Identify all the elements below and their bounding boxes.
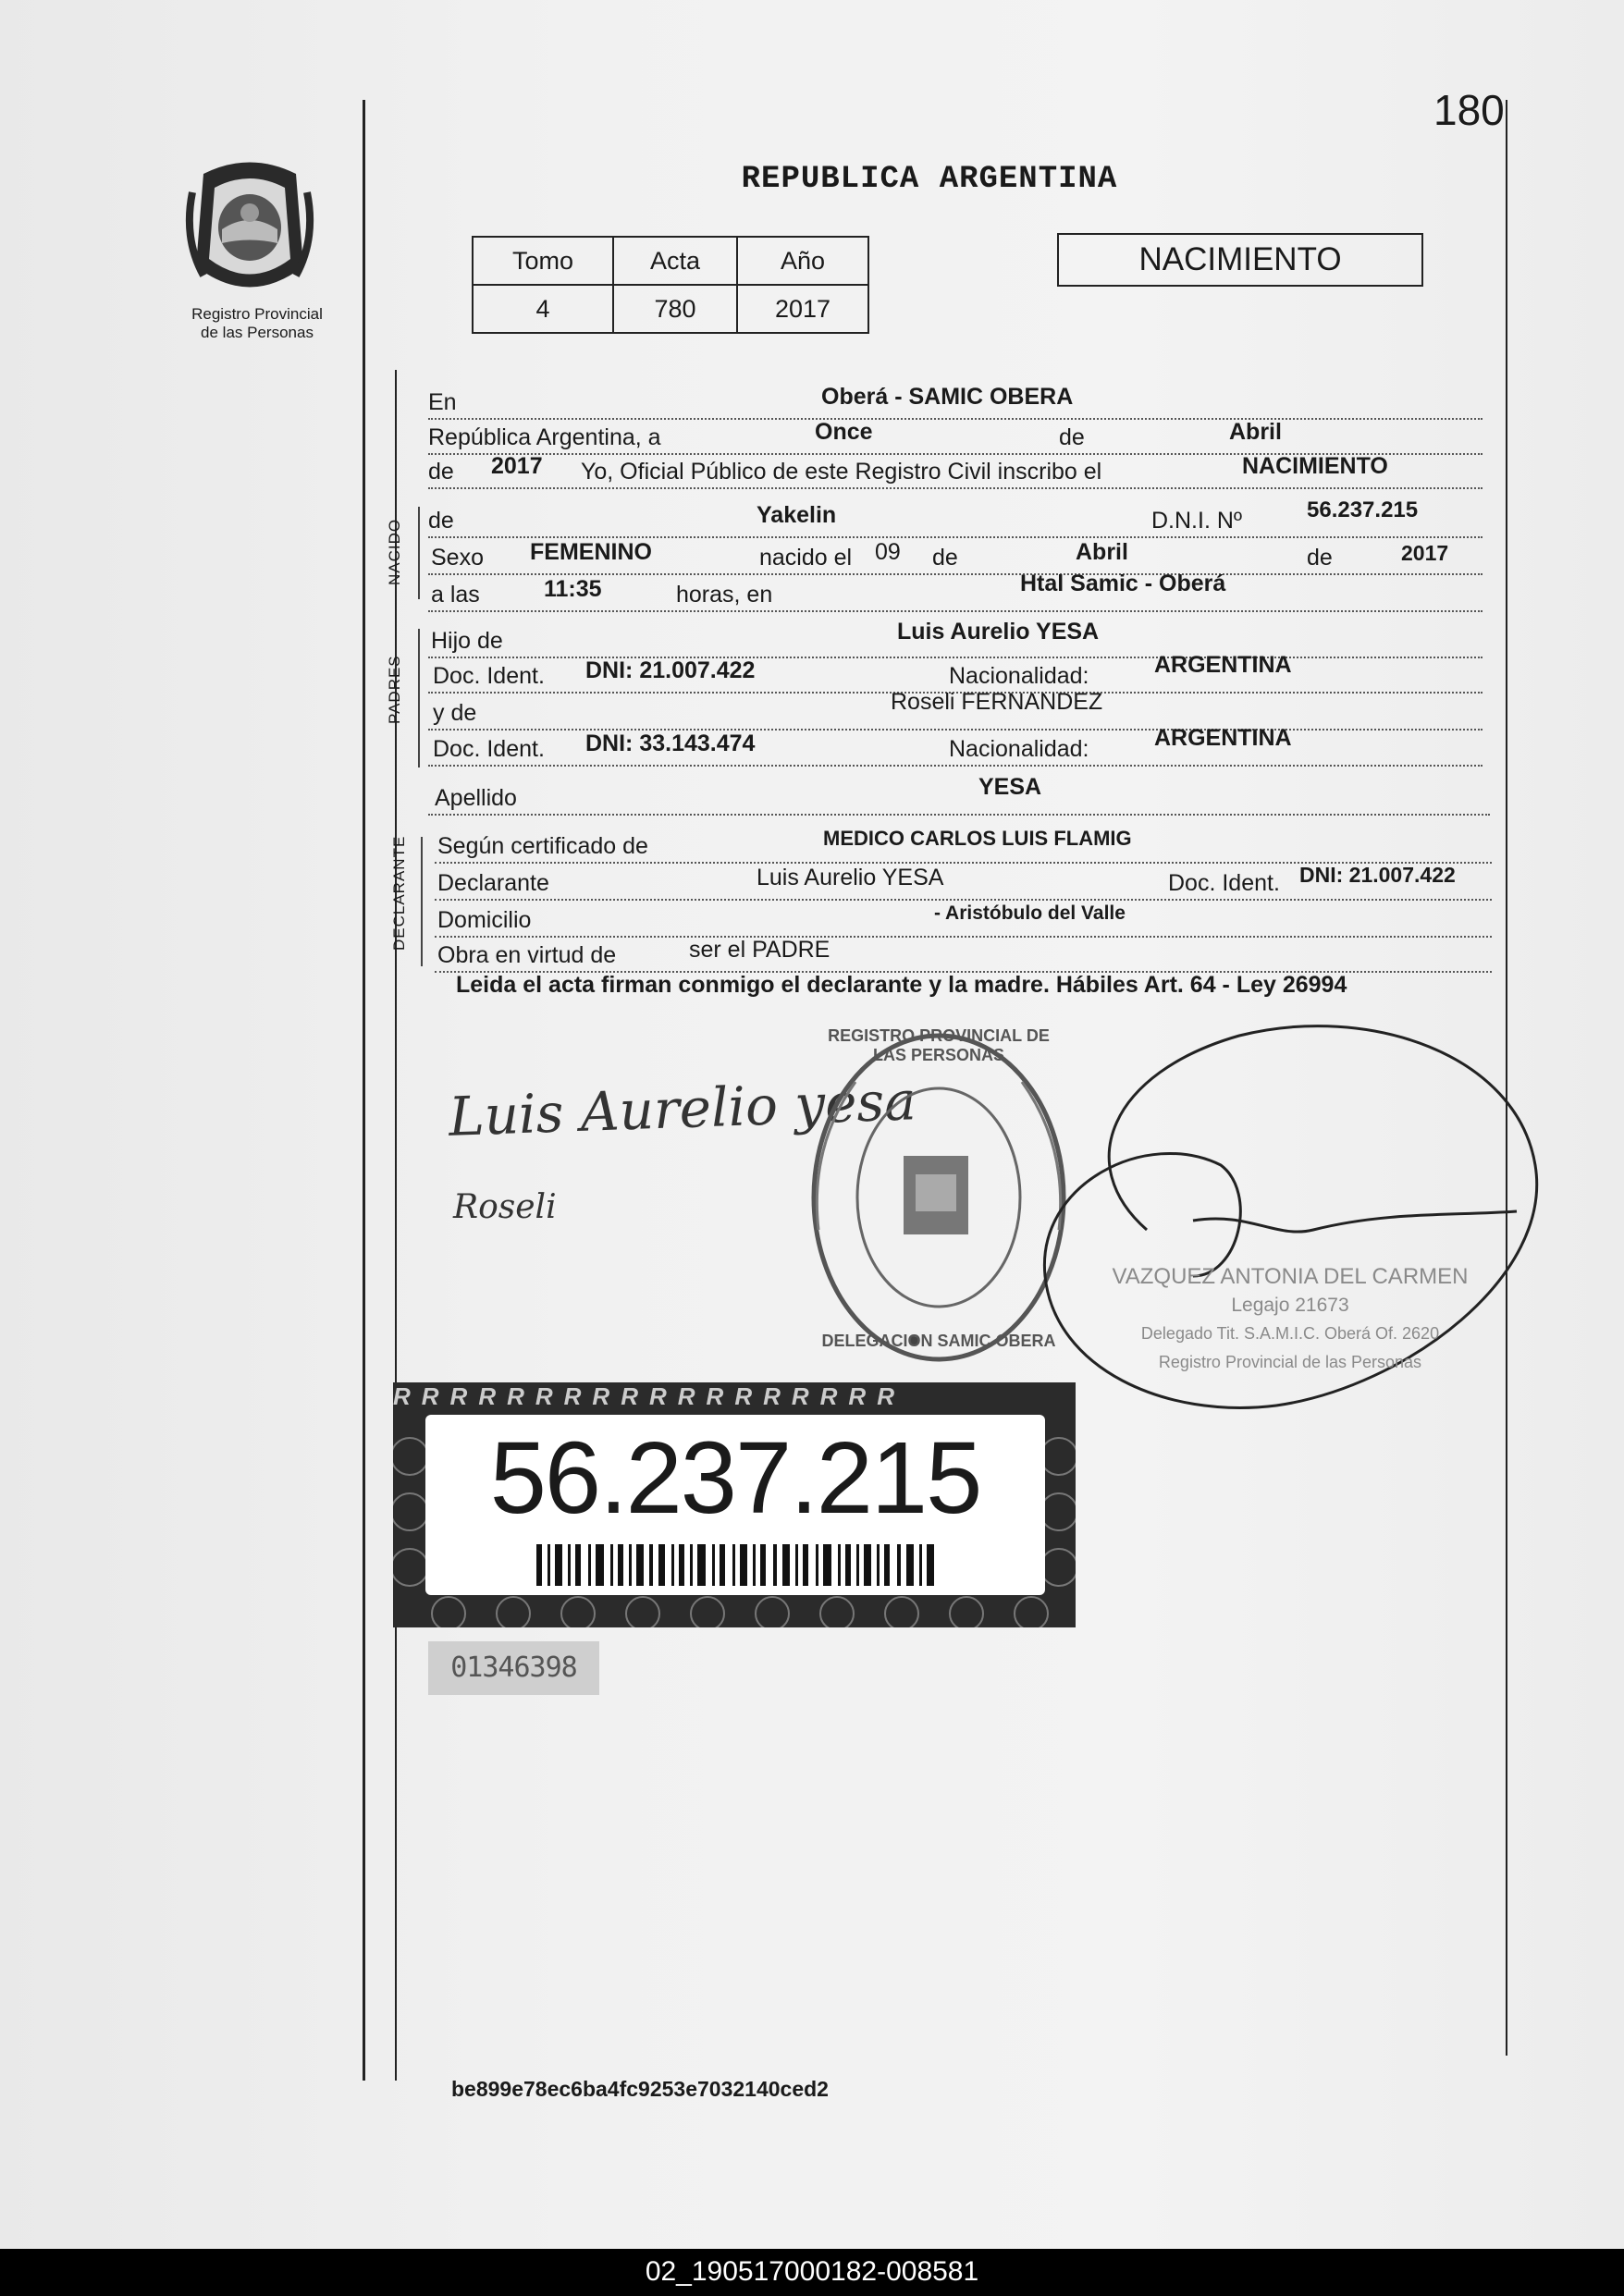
value-father-nac: ARGENTINA xyxy=(1154,652,1292,678)
province-crest-logo xyxy=(185,155,314,303)
value-en: Oberá - SAMIC OBERA xyxy=(821,384,1074,410)
serial-label: 01346398 xyxy=(428,1641,599,1695)
row-certificado xyxy=(435,825,1492,864)
value-name: Yakelin xyxy=(757,502,837,528)
label-y-de: y de xyxy=(433,700,477,726)
label-hijo-de: Hijo de xyxy=(431,628,503,654)
label-dni: D.N.I. Nº xyxy=(1151,508,1243,534)
value-declarante-doc: DNI: 21.007.422 xyxy=(1299,863,1456,887)
document-title: REPUBLICA ARGENTINA xyxy=(741,162,1118,197)
section-label-nacido: NACIDO xyxy=(386,518,403,585)
section-label-declarante: DECLARANTE xyxy=(390,835,408,951)
value-mother-nac: ARGENTINA xyxy=(1154,725,1292,751)
barcode xyxy=(536,1544,934,1586)
label-father-doc: Doc. Ident. xyxy=(433,663,545,689)
inner-margin-line xyxy=(395,370,397,2081)
label-declarante-doc: Doc. Ident. xyxy=(1168,870,1280,896)
value-inscribo: NACIMIENTO xyxy=(1242,453,1388,479)
row-apellido xyxy=(428,774,1490,816)
father-signature: Luis Aurelio yesa xyxy=(447,1069,917,1148)
row-obra xyxy=(435,934,1492,973)
value-mother: Roseli FERNANDEZ xyxy=(891,689,1103,715)
value-obra: ser el PADRE xyxy=(689,937,830,963)
value-acta: 780 xyxy=(613,285,737,333)
row-mother-doc xyxy=(428,725,1483,767)
closing-text: Leida el acta firman conmigo el declarante y la madre. Hábiles Art. 64 - Ley 26994 xyxy=(456,972,1347,998)
label-a-las: a las xyxy=(431,582,480,608)
dni-sticker xyxy=(393,1382,1076,1627)
label-nacido-de: de xyxy=(428,508,454,534)
value-birth-day: 09 xyxy=(875,539,901,565)
value-dni: 56.237.215 xyxy=(1307,497,1419,522)
logo-caption-line1: Registro Provincial xyxy=(191,305,323,323)
logo-caption xyxy=(165,305,350,342)
row-declarante xyxy=(435,862,1492,901)
label-mother-nac: Nacionalidad: xyxy=(949,736,1089,762)
value-father: Luis Aurelio YESA xyxy=(897,619,1100,645)
label-declarante: Declarante xyxy=(437,870,549,896)
label-en: En xyxy=(428,389,457,415)
row-y-de xyxy=(428,689,1483,731)
value-sexo: FEMENINO xyxy=(530,539,652,565)
value-day: Once xyxy=(815,419,873,445)
label-domicilio: Domicilio xyxy=(437,907,532,933)
value-month: Abril xyxy=(1229,419,1282,445)
value-domicilio: - Aristóbulo del Valle xyxy=(934,902,1126,924)
nacido-bracket xyxy=(418,507,420,599)
header-anio: Año xyxy=(737,237,868,285)
row-nacido-de xyxy=(428,499,1483,538)
row-inscribo xyxy=(428,450,1483,489)
declarante-bracket xyxy=(421,837,423,966)
seal-bottom-text: DELEGACION SAMIC OBERA xyxy=(821,1332,1056,1350)
record-table-header-row xyxy=(473,237,868,285)
row-a-las xyxy=(428,573,1483,612)
officer-stamp xyxy=(1105,1262,1475,1377)
logo-caption-line2: de las Personas xyxy=(201,324,314,341)
label-sexo: Sexo xyxy=(431,545,484,571)
label-de-year: de xyxy=(1307,545,1333,571)
officer-registro: Registro Provincial de las Personas xyxy=(1158,1353,1422,1371)
record-table xyxy=(472,236,869,334)
label-apellido: Apellido xyxy=(435,785,517,811)
value-father-doc: DNI: 21.007.422 xyxy=(585,657,756,683)
label-horas: horas, en xyxy=(676,582,773,608)
label-republica: República Argentina, a xyxy=(428,424,661,450)
officer-delegado: Delegado Tit. S.A.M.I.C. Oberá Of. 2620 xyxy=(1140,1324,1440,1343)
footer-bar xyxy=(0,2249,1624,2296)
value-birth-year: 2017 xyxy=(1401,541,1449,565)
record-table-value-row xyxy=(473,285,868,333)
row-republica xyxy=(428,416,1483,455)
value-place: Htal Samic - Oberá xyxy=(1020,571,1226,596)
label-de2: de xyxy=(428,459,454,485)
document-hash: be899e78ec6ba4fc9253e7032140ced2 xyxy=(451,2077,829,2101)
section-label-padres: PADRES xyxy=(386,655,403,724)
value-declarante: Luis Aurelio YESA xyxy=(757,865,944,890)
label-nacido-el: nacido el xyxy=(759,545,853,571)
officer-legajo: Legajo 21673 xyxy=(1231,1295,1349,1316)
row-hijo-de xyxy=(428,620,1483,658)
sticker-dni-number: 56.237.215 xyxy=(489,1421,981,1535)
record-type-box: NACIMIENTO xyxy=(1057,233,1423,287)
label-obra: Obra en virtud de xyxy=(437,942,617,968)
row-sexo xyxy=(428,536,1483,575)
sticker-pattern: RRRRRRRRRRRRRRRRRR xyxy=(393,1382,905,1410)
value-certificado: MEDICO CARLOS LUIS FLAMIG xyxy=(823,827,1132,850)
mother-signature: Roseli xyxy=(453,1188,557,1226)
value-tomo: 4 xyxy=(473,285,613,333)
sticker-label xyxy=(425,1415,1045,1595)
row-father-doc xyxy=(428,652,1483,694)
seal-text: REGISTRO PROVINCIAL DE LAS PERSONAS xyxy=(828,1026,1050,1064)
label-de-month: de xyxy=(932,545,958,571)
label-oficial: Yo, Oficial Público de este Registro Civil inscribo el xyxy=(581,459,1102,485)
label-certificado: Según certificado de xyxy=(437,833,648,859)
officer-name: VAZQUEZ ANTONIA DEL CARMEN xyxy=(1112,1264,1469,1289)
value-birth-month: Abril xyxy=(1076,539,1128,565)
value-mother-doc: DNI: 33.143.474 xyxy=(585,731,756,756)
header-acta: Acta xyxy=(613,237,737,285)
page-number: 180 xyxy=(1433,86,1505,134)
label-mother-doc: Doc. Ident. xyxy=(433,736,545,762)
padres-bracket xyxy=(418,629,420,767)
left-margin-line xyxy=(363,100,365,2081)
header-tomo: Tomo xyxy=(473,237,613,285)
value-anio: 2017 xyxy=(737,285,868,333)
label-de: de xyxy=(1059,424,1085,450)
row-domicilio xyxy=(435,899,1492,938)
label-father-nac: Nacionalidad: xyxy=(949,663,1089,689)
value-time: 11:35 xyxy=(544,576,602,602)
value-apellido: YESA xyxy=(978,774,1042,800)
value-year: 2017 xyxy=(491,453,543,479)
footer-filename: 02_190517000182-008581 xyxy=(645,2256,979,2287)
row-en xyxy=(428,381,1483,420)
